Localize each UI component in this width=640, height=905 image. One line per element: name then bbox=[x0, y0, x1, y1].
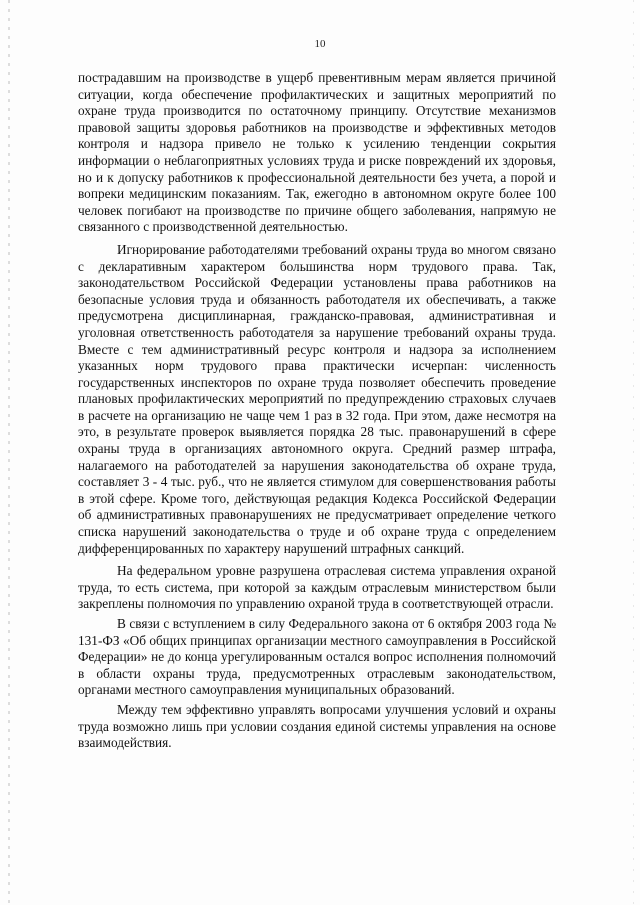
paragraph-5: Между тем эффективно управлять вопросами улучшения условий и охраны труда возможно лишь при условии создания единой системы управления на основе взаимодействия. bbox=[78, 701, 556, 751]
page-number: 10 bbox=[314, 38, 326, 50]
paragraph-4: В связи с вступлением в силу Федерального закона от 6 октября 2003 года № 131-ФЗ «Об общих принципах организации местного самоуправления в Российской Федерации» не до конца урегулированным остался вопрос исполнения полномочий в области охраны труда, предусмотренных отраслевым законодательством, органами местного самоуправления муниципальных образований. bbox=[78, 616, 556, 698]
paragraph-3: На федеральном уровне разрушена отраслевая система управления охраной труда, то есть система, при которой за каждым отраслевым министерством были закреплены полномочия по управлению охраной труда в соответствующей отрасли. bbox=[78, 563, 556, 612]
scan-edge-left bbox=[8, 0, 10, 905]
paragraph-1: пострадавшим на производстве в ущерб превентивным мерам является причиной ситуации, когда обеспечение профилактических и защитных мероприятий по охране труда производится по остаточному принципу. Отсутствие механизмов правовой защиты здоровья работников на производстве и эффективных методов контроля и надзора привело не только к усилению тенденции сокрытия информации о неблагоприятных условиях труда и риске повреждений их здоровья, но и к допуску работников к профессиональной деятельности без учета, а порой и вопреки медицинским показаниям. Так, ежегодно в автономном округе более 100 человек погибают на производстве по причине общего заболевания, напрямую не связанного с производственной деятельностью. bbox=[78, 70, 556, 235]
scan-edge-right bbox=[633, 0, 634, 905]
paragraph-2: Игнорирование работодателями требований охраны труда во многом связано с декларативным характером большинства норм трудового права. Так, законодательством Российской Федерации установлены права работников на безопасные условия труда и обязанность работодателя их обеспечивать, а также предусмотрена дисциплинарная, гражданско-правовая, административная и уголовная ответственность работодателя за нарушение требований охраны труда. Вместе с тем административный ресурс контроля и надзора за исполнением указанных норм трудового права практически исчерпан: численность государственных инспекторов по охране труда позволяет обеспечить проведение плановых профилактических мероприятий по предупреждению страховых случаев в расчете на организацию не чаще чем 1 раз в 32 года. При этом, даже несмотря на это, в результате проверок выявляется порядка 28 тыс. правонарушений в сфере охраны труда в организациях автономного округа. Средний размер штрафа, налагаемого на работодателей за нарушения законодательства об охране труда, составляет 3 - 4 тыс. руб., что не является стимулом для совершенствования работы в этой сфере. Кроме того, действующая редакция Кодекса Российской Федерации об административных правонарушениях не предусматривает определение четкого списка нарушений законодательства о труде и об охране труда с определением дифференцированных по характеру нарушений штрафных санкций. bbox=[78, 241, 556, 556]
body-text bbox=[78, 70, 556, 758]
